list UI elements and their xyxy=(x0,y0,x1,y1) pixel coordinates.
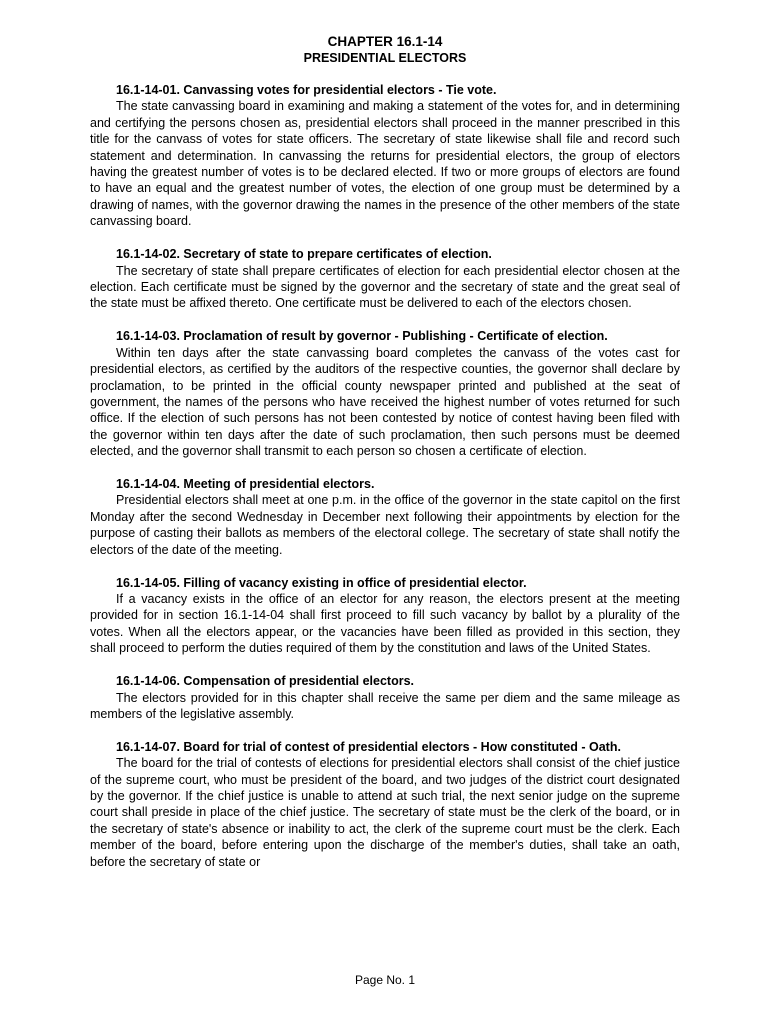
section-body: Within ten days after the state canvassing board completes the canvass of the votes cast for presidential electors, as certified by the auditors of the respective counties, the governor shall declare by proclamation, to be printed in the official county newspaper printed and published at the seat of government, the names of the persons who have received the highest number of votes returned for such office. If the election of such persons has not been contested by notice of contest having been filed with the governor within ten days after the date of such proclamation, then such persons must be deemed elected, and the governor shall transmit to each person so chosen a certificate of election. xyxy=(90,345,680,459)
section-body: The board for the trial of contests of elections for presidential electors shall consist of the chief justice of the supreme court, who must be president of the board, and two judges of the district court designated by the governor. If the chief justice is unable to attend at such trial, the next senior judge on the supreme court shall preside in place of the chief justice. The secretary of state must be the clerk of the board, or in the secretary of state's absence or inability to act, the clerk of the supreme court must be the clerk. Each member of the board, before entering upon the discharge of the member's duties, shall take an oath, before the secretary of state or xyxy=(90,756,680,869)
section-body: Presidential electors shall meet at one p.m. in the office of the governor in the state capitol on the first Monday after the second Wednesday in December next following their appointments by election for the purpose of casting their ballots as members of the electoral college. The secretary of state shall notify the electors of the date of the meeting. xyxy=(90,493,680,557)
section-16-1-14-03 xyxy=(90,328,680,459)
section-heading: 16.1-14-01. Canvassing votes for presidential electors - Tie vote. xyxy=(116,83,497,97)
section-16-1-14-06 xyxy=(90,673,680,722)
section-heading: 16.1-14-05. Filling of vacancy existing in office of presidential elector. xyxy=(116,575,527,590)
section-heading: 16.1-14-02. Secretary of state to prepare certificates of election. xyxy=(116,247,492,262)
section-body: If a vacancy exists in the office of an elector for any reason, the electors present at the meeting provided for in section 16.1-14-04 shall first proceed to fill such vacancy by ballot by a plurality of the votes. When all the electors appear, or the vacancies have been filled as provided in this section, they shall proceed to perform the duties required of them by the constitution and laws of the United States. xyxy=(90,591,680,656)
page-number: Page No. 1 xyxy=(354,973,416,987)
section-heading: 16.1-14-07. Board for trial of contest of presidential electors - How constituted - Oath. xyxy=(116,739,621,754)
section-16-1-14-05 xyxy=(90,575,680,657)
section-16-1-14-01 xyxy=(90,82,680,230)
section-heading: 16.1-14-04. Meeting of presidential electors. xyxy=(116,477,375,492)
section-heading: 16.1-14-06. Compensation of presidential electors. xyxy=(116,674,415,689)
section-16-1-14-07 xyxy=(90,739,680,870)
section-body: The secretary of state shall prepare certificates of election for each presidential elector chosen at the election. Each certificate must be signed by the governor and the secretary of state and the great seal of the state must be affixed thereto. One certificate must be delivered to each of the electors chosen. xyxy=(90,263,680,311)
chapter-title: CHAPTER 16.1-14 xyxy=(327,34,443,49)
chapter-subtitle: PRESIDENTIAL ELECTORS xyxy=(303,51,467,65)
section-body: The electors provided for in this chapter shall receive the same per diem and the same mileage as members of the legislative assembly. xyxy=(90,690,680,721)
section-16-1-14-02 xyxy=(90,246,680,312)
section-heading: 16.1-14-03. Proclamation of result by governor - Publishing - Certificate of election. xyxy=(116,329,608,344)
document-page xyxy=(90,33,680,887)
section-body: The state canvassing board in examining and making a statement of the votes for, and in determining and certifying the persons chosen as, presidential electors shall proceed in the manner prescribed in this title for the canvass of votes for state officers. The secretary of state likewise shall file and record such statement and determination. In canvassing the returns for presidential electors, the group of electors having the greatest number of votes is to be declared elected. If two or more groups of electors are found to have an equal and the greatest number of votes, the election of one group must be determined by a drawing of names, with the governor drawing the names in the presence of the other members of the state canvassing board. xyxy=(90,99,680,229)
section-16-1-14-04 xyxy=(90,476,680,558)
